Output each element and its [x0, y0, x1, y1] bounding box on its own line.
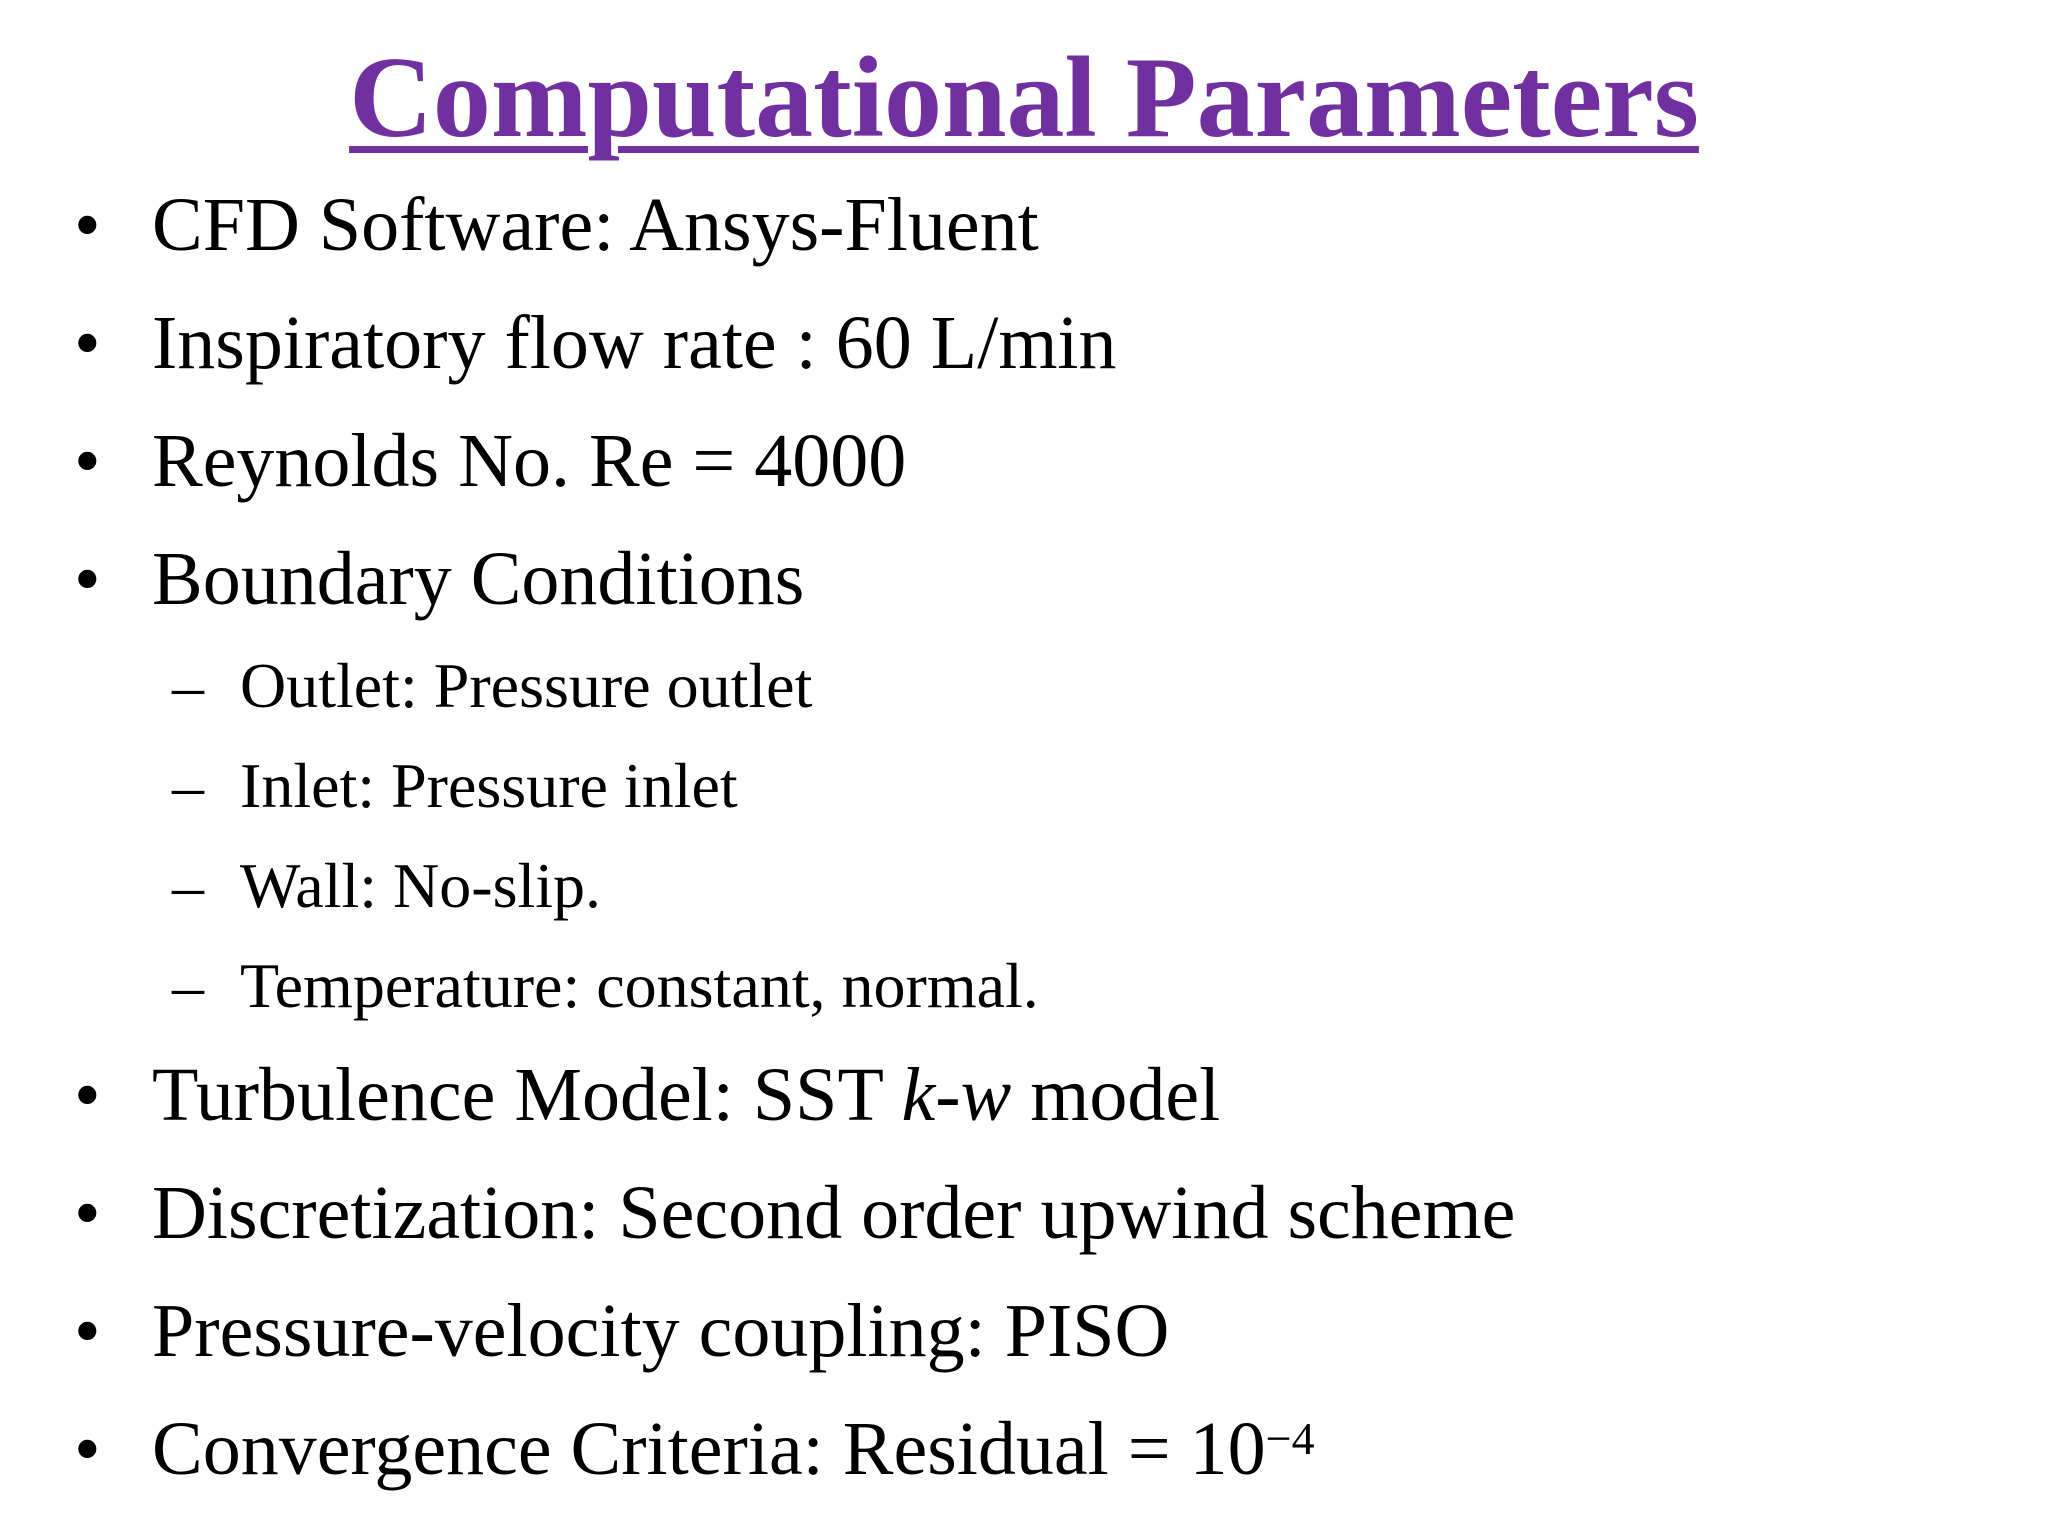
turbulence-k: k [901, 1053, 936, 1137]
list-item-boundary-conditions [74, 534, 804, 624]
turbulence-suffix: model [1011, 1053, 1221, 1137]
sub-item-temperature [172, 948, 1039, 1024]
bullet-icon: • [74, 1053, 101, 1137]
sub-item-text: Temperature: constant, normal. [240, 950, 1039, 1021]
list-item-turbulence-model [74, 1050, 1220, 1140]
list-item-flow-rate [74, 298, 1117, 388]
list-item-text: Inspiratory flow rate : 60 L/min [152, 301, 1117, 385]
dash-icon: – [172, 950, 204, 1021]
sub-item-wall [172, 848, 601, 924]
list-item-text [152, 1404, 1315, 1494]
list-item-text: Reynolds No. Re = 4000 [152, 419, 907, 503]
bullet-icon: • [74, 183, 101, 267]
list-item-text: Boundary Conditions [152, 537, 805, 621]
sub-item-outlet [172, 648, 812, 724]
turbulence-w: w [960, 1053, 1012, 1137]
dash-icon: – [172, 850, 204, 921]
list-item-text: CFD Software: Ansys-Fluent [152, 183, 1039, 267]
bullet-icon: • [74, 419, 101, 503]
bullet-icon: • [74, 1289, 101, 1373]
sub-item-text: Outlet: Pressure outlet [240, 650, 813, 721]
list-item-text [152, 1050, 1220, 1140]
list-item-pressure-velocity [74, 1286, 1169, 1376]
bullet-icon: • [74, 1407, 101, 1491]
list-item-convergence [74, 1404, 1315, 1494]
convergence-exponent: −4 [1265, 1413, 1315, 1464]
sub-item-inlet [172, 748, 738, 824]
sub-item-text: Wall: No-slip. [240, 850, 602, 921]
convergence-text: Convergence Criteria: Residual = 10 [152, 1407, 1266, 1491]
dash-icon: – [172, 750, 204, 821]
bullet-icon: • [74, 301, 101, 385]
list-item-text: Discretization: Second order upwind scheme [152, 1171, 1516, 1255]
list-item-text: Pressure-velocity coupling: PISO [152, 1289, 1170, 1373]
turbulence-dash: - [935, 1053, 961, 1137]
bullet-icon: • [74, 1171, 101, 1255]
slide-title: Computational Parameters [349, 34, 1699, 162]
list-item-reynolds [74, 416, 906, 506]
list-item-cfd-software [74, 180, 1039, 270]
list-item-discretization [74, 1168, 1515, 1258]
turbulence-prefix: Turbulence Model: SST [152, 1053, 902, 1137]
bullet-icon: • [74, 537, 101, 621]
dash-icon: – [172, 650, 204, 721]
sub-item-text: Inlet: Pressure inlet [240, 750, 738, 821]
